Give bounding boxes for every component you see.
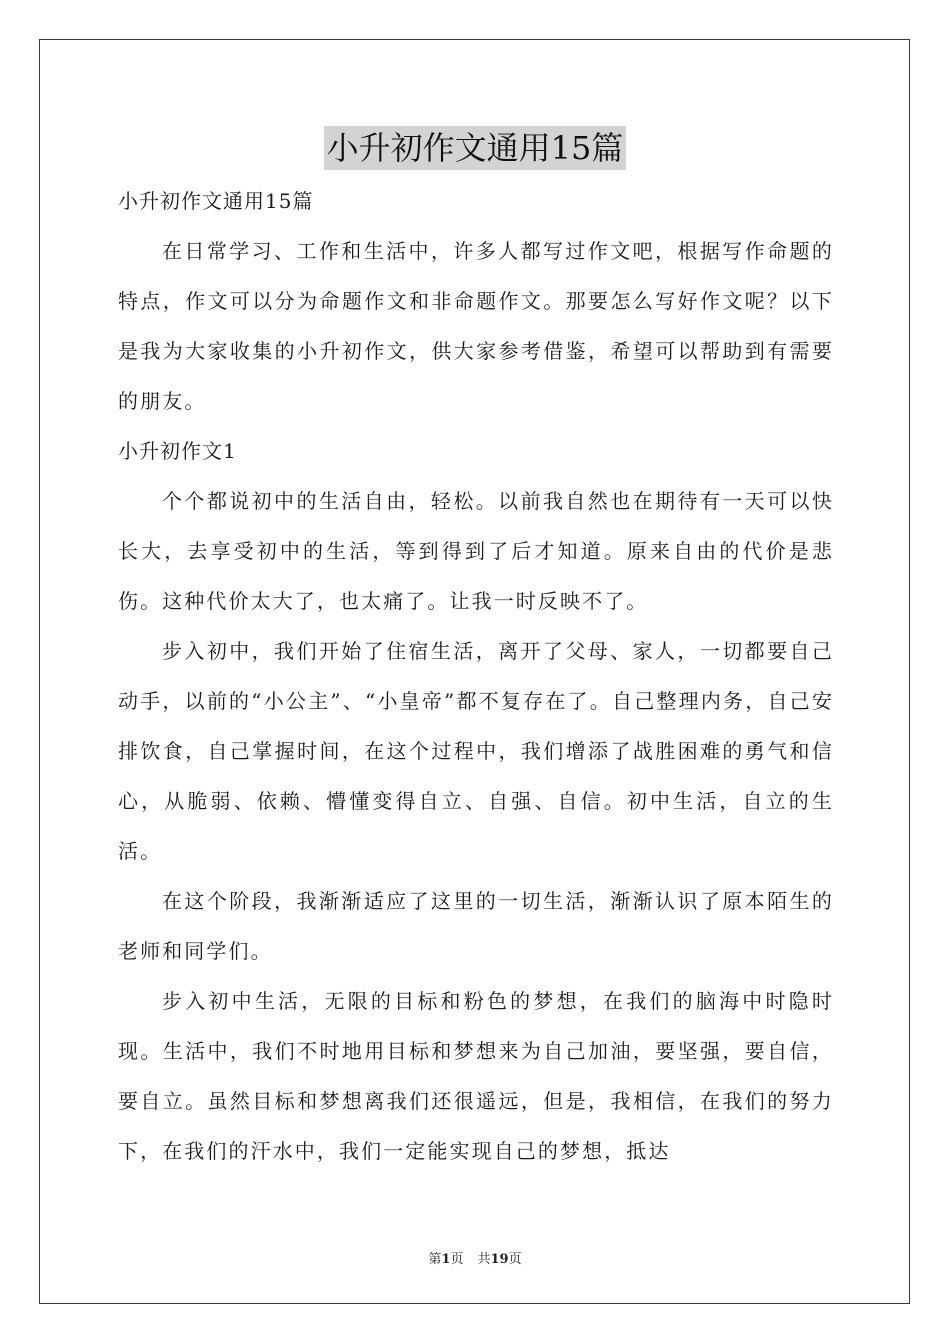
- title-block: [0, 126, 950, 170]
- document-body: [118, 176, 834, 1176]
- intro-paragraph: 在日常学习、工作和生活中，许多人都写过作文吧，根据写作命题的特点，作文可以分为命题作文和非命题作文。那要怎么写好作文呢？以下是我为大家收集的小升初作文，供大家参考借鉴，希望可以帮助到有需要的朋友。: [118, 239, 834, 413]
- page-footer: [0, 1248, 950, 1267]
- page-number: 1: [441, 1252, 451, 1267]
- body-paragraph: 步入初中生活，无限的目标和粉色的梦想，在我们的脑海中时隐时现。生活中，我们不时地用目标和梦想来为自己加油，要坚强，要自信，要自立。虽然目标和梦想离我们还很遥远，但是，我相信，在我们的努力下，在我们的汗水中，我们一定能实现自己的梦想，抵达: [118, 989, 834, 1163]
- body-paragraph: 步入初中，我们开始了住宿生活，离开了父母、家人，一切都要自己动手，以前的“小公主”、“小皇帝”都不复存在了。自己整理内务，自己安排饮食，自己掌握时间，在这个过程中，我们增添了战胜困难的勇气和信心，从脆弱、依赖、懵懂变得自立、自强、自信。初中生活，自立的生活。: [118, 639, 834, 863]
- body-paragraph: 在这个阶段，我渐渐适应了这里的一切生活，渐渐认识了原本陌生的老师和同学们。: [118, 889, 834, 963]
- total-pages: 19: [490, 1252, 509, 1267]
- page-prefix: 第: [428, 1252, 442, 1267]
- total-suffix: 页: [508, 1252, 522, 1267]
- body-paragraph: 个个都说初中的生活自由，轻松。以前我自然也在期待有一天可以快长大，去享受初中的生活，等到得到了后才知道。原来自由的代价是悲伤。这种代价太大了，也太痛了。让我一时反映不了。: [118, 489, 834, 613]
- page-suffix: 页: [450, 1252, 464, 1267]
- section-heading: 小升初作文1: [118, 439, 237, 463]
- subtitle-paragraph: 小升初作文通用15篇: [118, 189, 314, 213]
- total-prefix: 共: [477, 1252, 491, 1267]
- document-title: 小升初作文通用15篇: [324, 126, 627, 170]
